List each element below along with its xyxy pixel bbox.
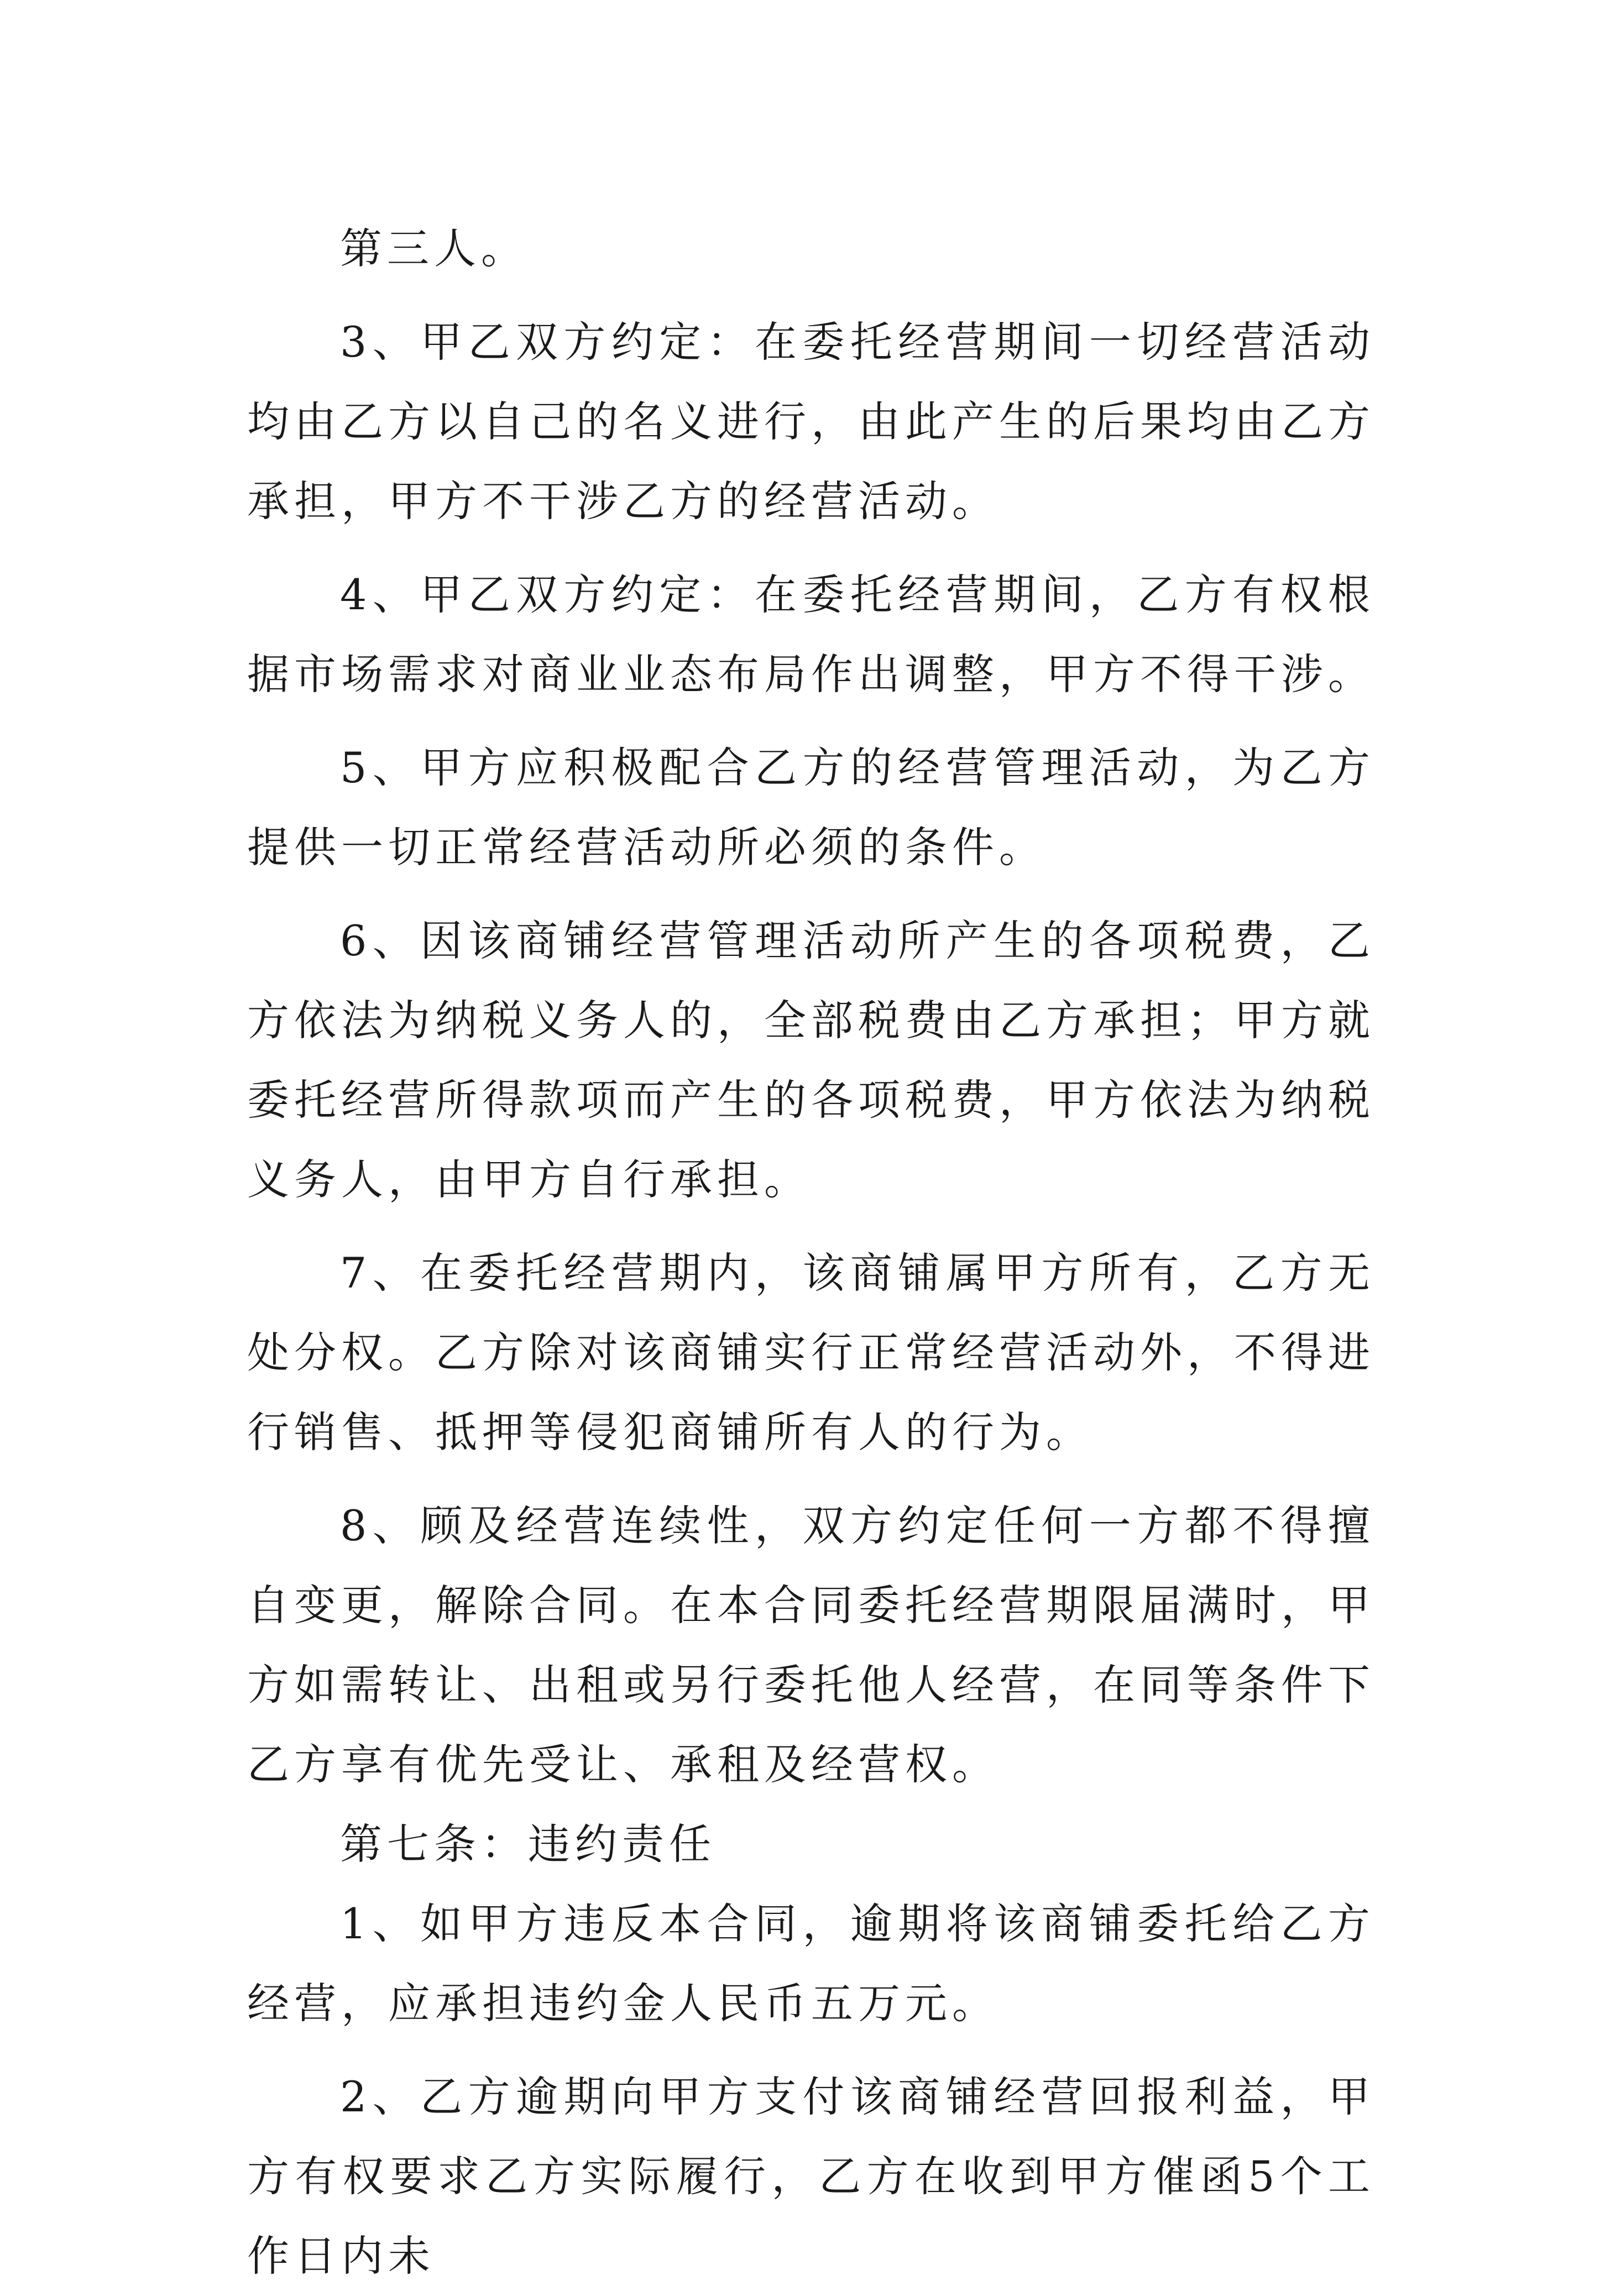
paragraph-breach-1: 1、如甲方违反本合同，逾期将该商铺委托给乙方经营，应承担违约金人民币五万元。: [247, 1899, 1375, 2028]
paragraph-continuation: 第三人。: [340, 224, 528, 273]
paragraph-clause-6: 6、因该商铺经营管理活动所产生的各项税费，乙方依法为纳税义务人的，全部税费由乙方承担；甲方就委托经营所得款项而产生的各项税费，甲方依法为纳税义务人，由甲方自行承担。: [247, 916, 1375, 1204]
paragraph-clause-4: 4、甲乙双方约定：在委托经营期间，乙方有权根据市场需求对商业业态布局作出调整，甲方不得干涉。: [247, 570, 1375, 699]
paragraph-clause-8: 8、顾及经营连续性，双方约定任何一方都不得擅自变更，解除合同。在本合同委托经营期限届满时，甲方如需转让、出租或另行委托他人经营，在同等条件下乙方享有优先受让、承租及经营权。: [247, 1501, 1375, 1789]
document-body: [247, 209, 1375, 2296]
paragraph-breach-2: 2、乙方逾期向甲方支付该商铺经营回报利益，甲方有权要求乙方实际履行，乙方在收到甲方催函5个工作日内未: [247, 2072, 1375, 2281]
paragraph-clause-3: 3、甲乙双方约定：在委托经营期间一切经营活动均由乙方以自己的名义进行，由此产生的后果均由乙方承担，甲方不干涉乙方的经营活动。: [247, 317, 1375, 526]
paragraph-clause-5: 5、甲方应积极配合乙方的经营管理活动，为乙方提供一切正常经营活动所必须的条件。: [247, 743, 1375, 872]
section-heading-article-7: 第七条：违约责任: [340, 1819, 716, 1869]
paragraph-clause-7: 7、在委托经营期内，该商铺属甲方所有，乙方无处分权。乙方除对该商铺实行正常经营活动外，不得进行销售、抵押等侵犯商铺所有人的行为。: [247, 1248, 1375, 1457]
